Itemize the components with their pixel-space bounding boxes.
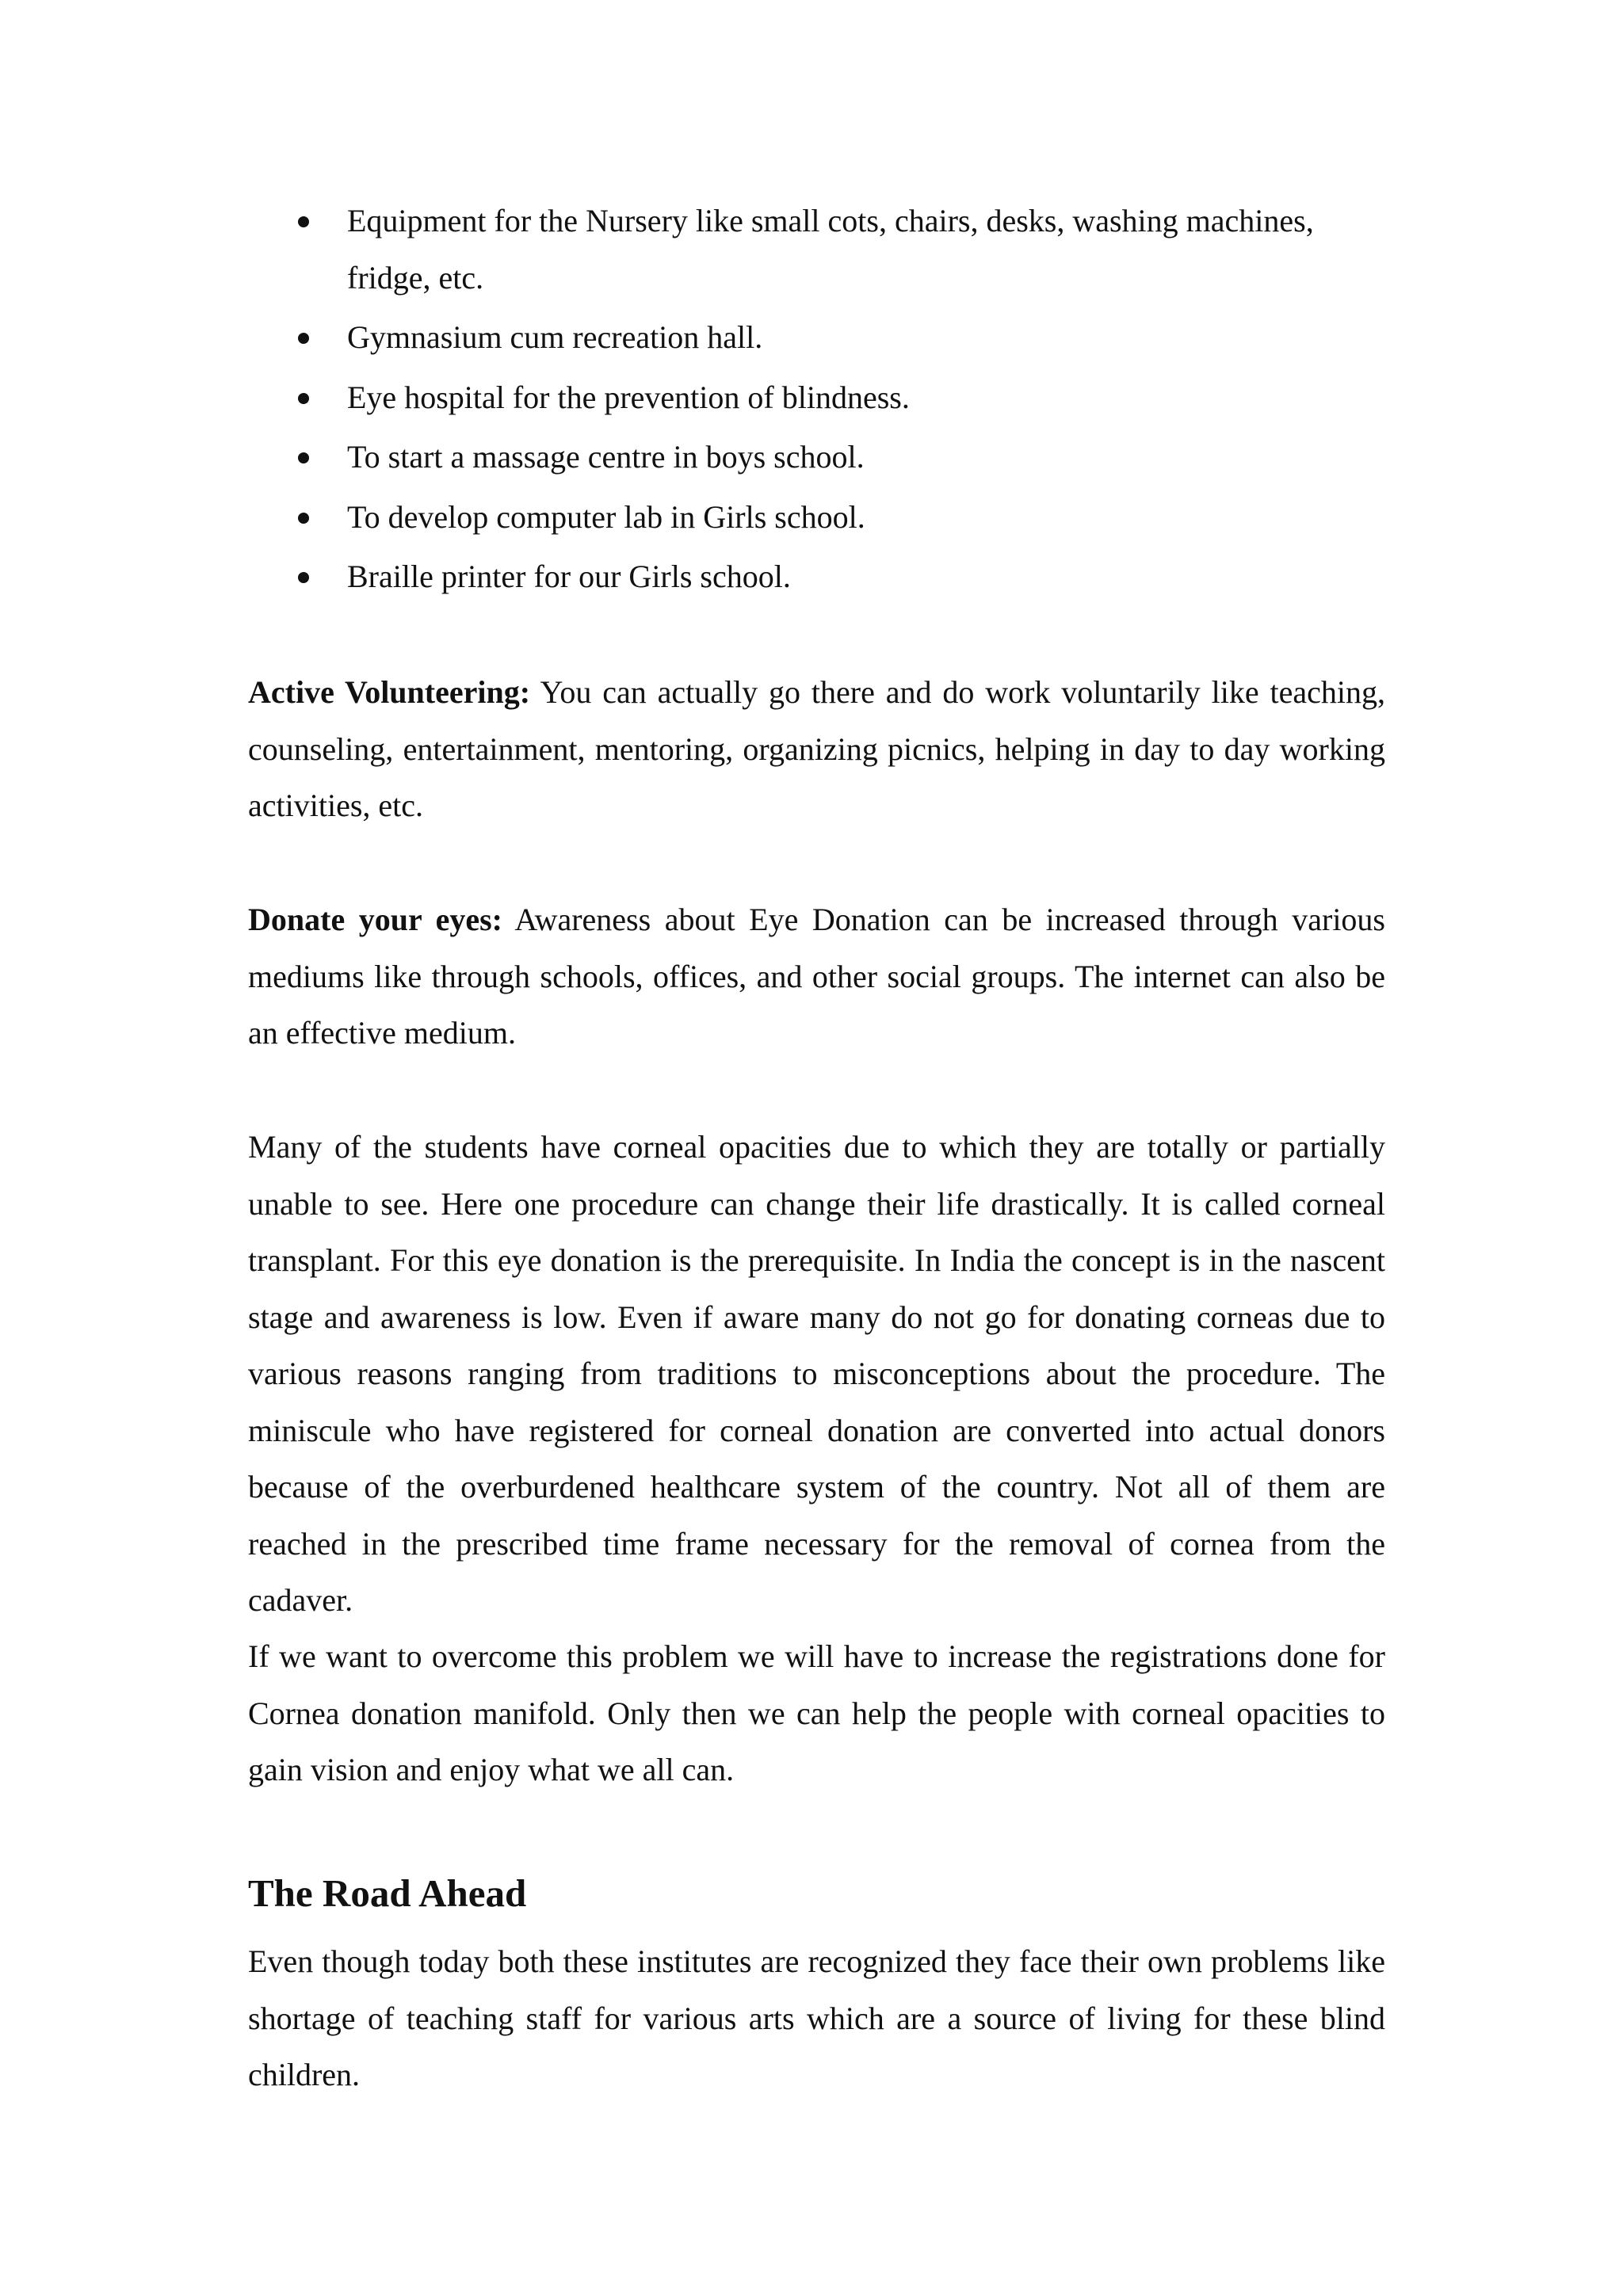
donate-eyes-label: Donate your eyes: — [248, 902, 502, 937]
list-item — [248, 489, 1385, 546]
bullet-text: Gymnasium cum recreation hall. — [347, 319, 763, 355]
bullet-icon — [298, 216, 309, 227]
bullet-icon — [298, 452, 309, 463]
bullet-icon — [298, 393, 309, 404]
bullet-icon — [298, 572, 309, 583]
bullet-icon — [298, 513, 309, 524]
active-volunteering-text: You can actually go there and do work voluntarily like teaching, counseling, entertainment, mentoring, organizing picnics, helping in day to day working activities, etc. — [248, 674, 1386, 823]
bullet-text: Equipment for the Nursery like small cots, chairs, desks, washing machines, fridge, etc. — [347, 203, 1314, 296]
list-item — [248, 429, 1385, 486]
bullet-text: Braille printer for our Girls school. — [347, 559, 791, 594]
list-item — [248, 193, 1385, 306]
road-ahead-heading: The Road Ahead — [248, 1871, 527, 1915]
active-volunteering-paragraph — [248, 664, 1385, 834]
corneal-opacities-paragraph: Many of the students have corneal opacities due to which they are totally or partially unable to see. Here one procedure can change their life drastically. It is called corneal transplant. For this eye donation is the prerequisite. In India the concept is in the nascent stage and awareness is low. Even if aware many do not go for donating corneas due to various reasons ranging from traditions to misconceptions about the procedure. The miniscule who have registered for corneal donation are converted into actual donors because of the overburdened healthcare system of the country. Not all of them are reached in the prescribed time frame necessary for the removal of cornea from the cadaver. — [248, 1129, 1385, 1618]
active-volunteering-label: Active Volunteering: — [248, 674, 531, 710]
bullet-text: To develop computer lab in Girls school. — [347, 498, 865, 535]
road-ahead-paragraph: Even though today both these institutes are recognized they face their own problems like shortage of teaching staff for various arts which are a source of living for these blind children. — [248, 1943, 1385, 2092]
needs-bullet-list — [248, 193, 1385, 608]
bullet-text: Eye hospital for the prevention of blindness. — [347, 379, 910, 415]
list-item — [248, 309, 1385, 366]
list-item — [248, 548, 1385, 605]
bullet-icon — [298, 333, 309, 344]
list-item — [248, 369, 1385, 426]
overcome-problem-paragraph: If we want to overcome this problem we will have to increase the registrations done for Cornea donation manifold. Only then we can help the people with corneal opacities to gain vision and enjoy what we all can. — [248, 1638, 1385, 1787]
bullet-text: To start a massage centre in boys school. — [347, 439, 865, 475]
donate-eyes-paragraph — [248, 891, 1385, 1062]
donate-eyes-text: Awareness about Eye Donation can be increased through various mediums like through schools, offices, and other social groups. The internet can also be an effective medium. — [248, 902, 1385, 1051]
